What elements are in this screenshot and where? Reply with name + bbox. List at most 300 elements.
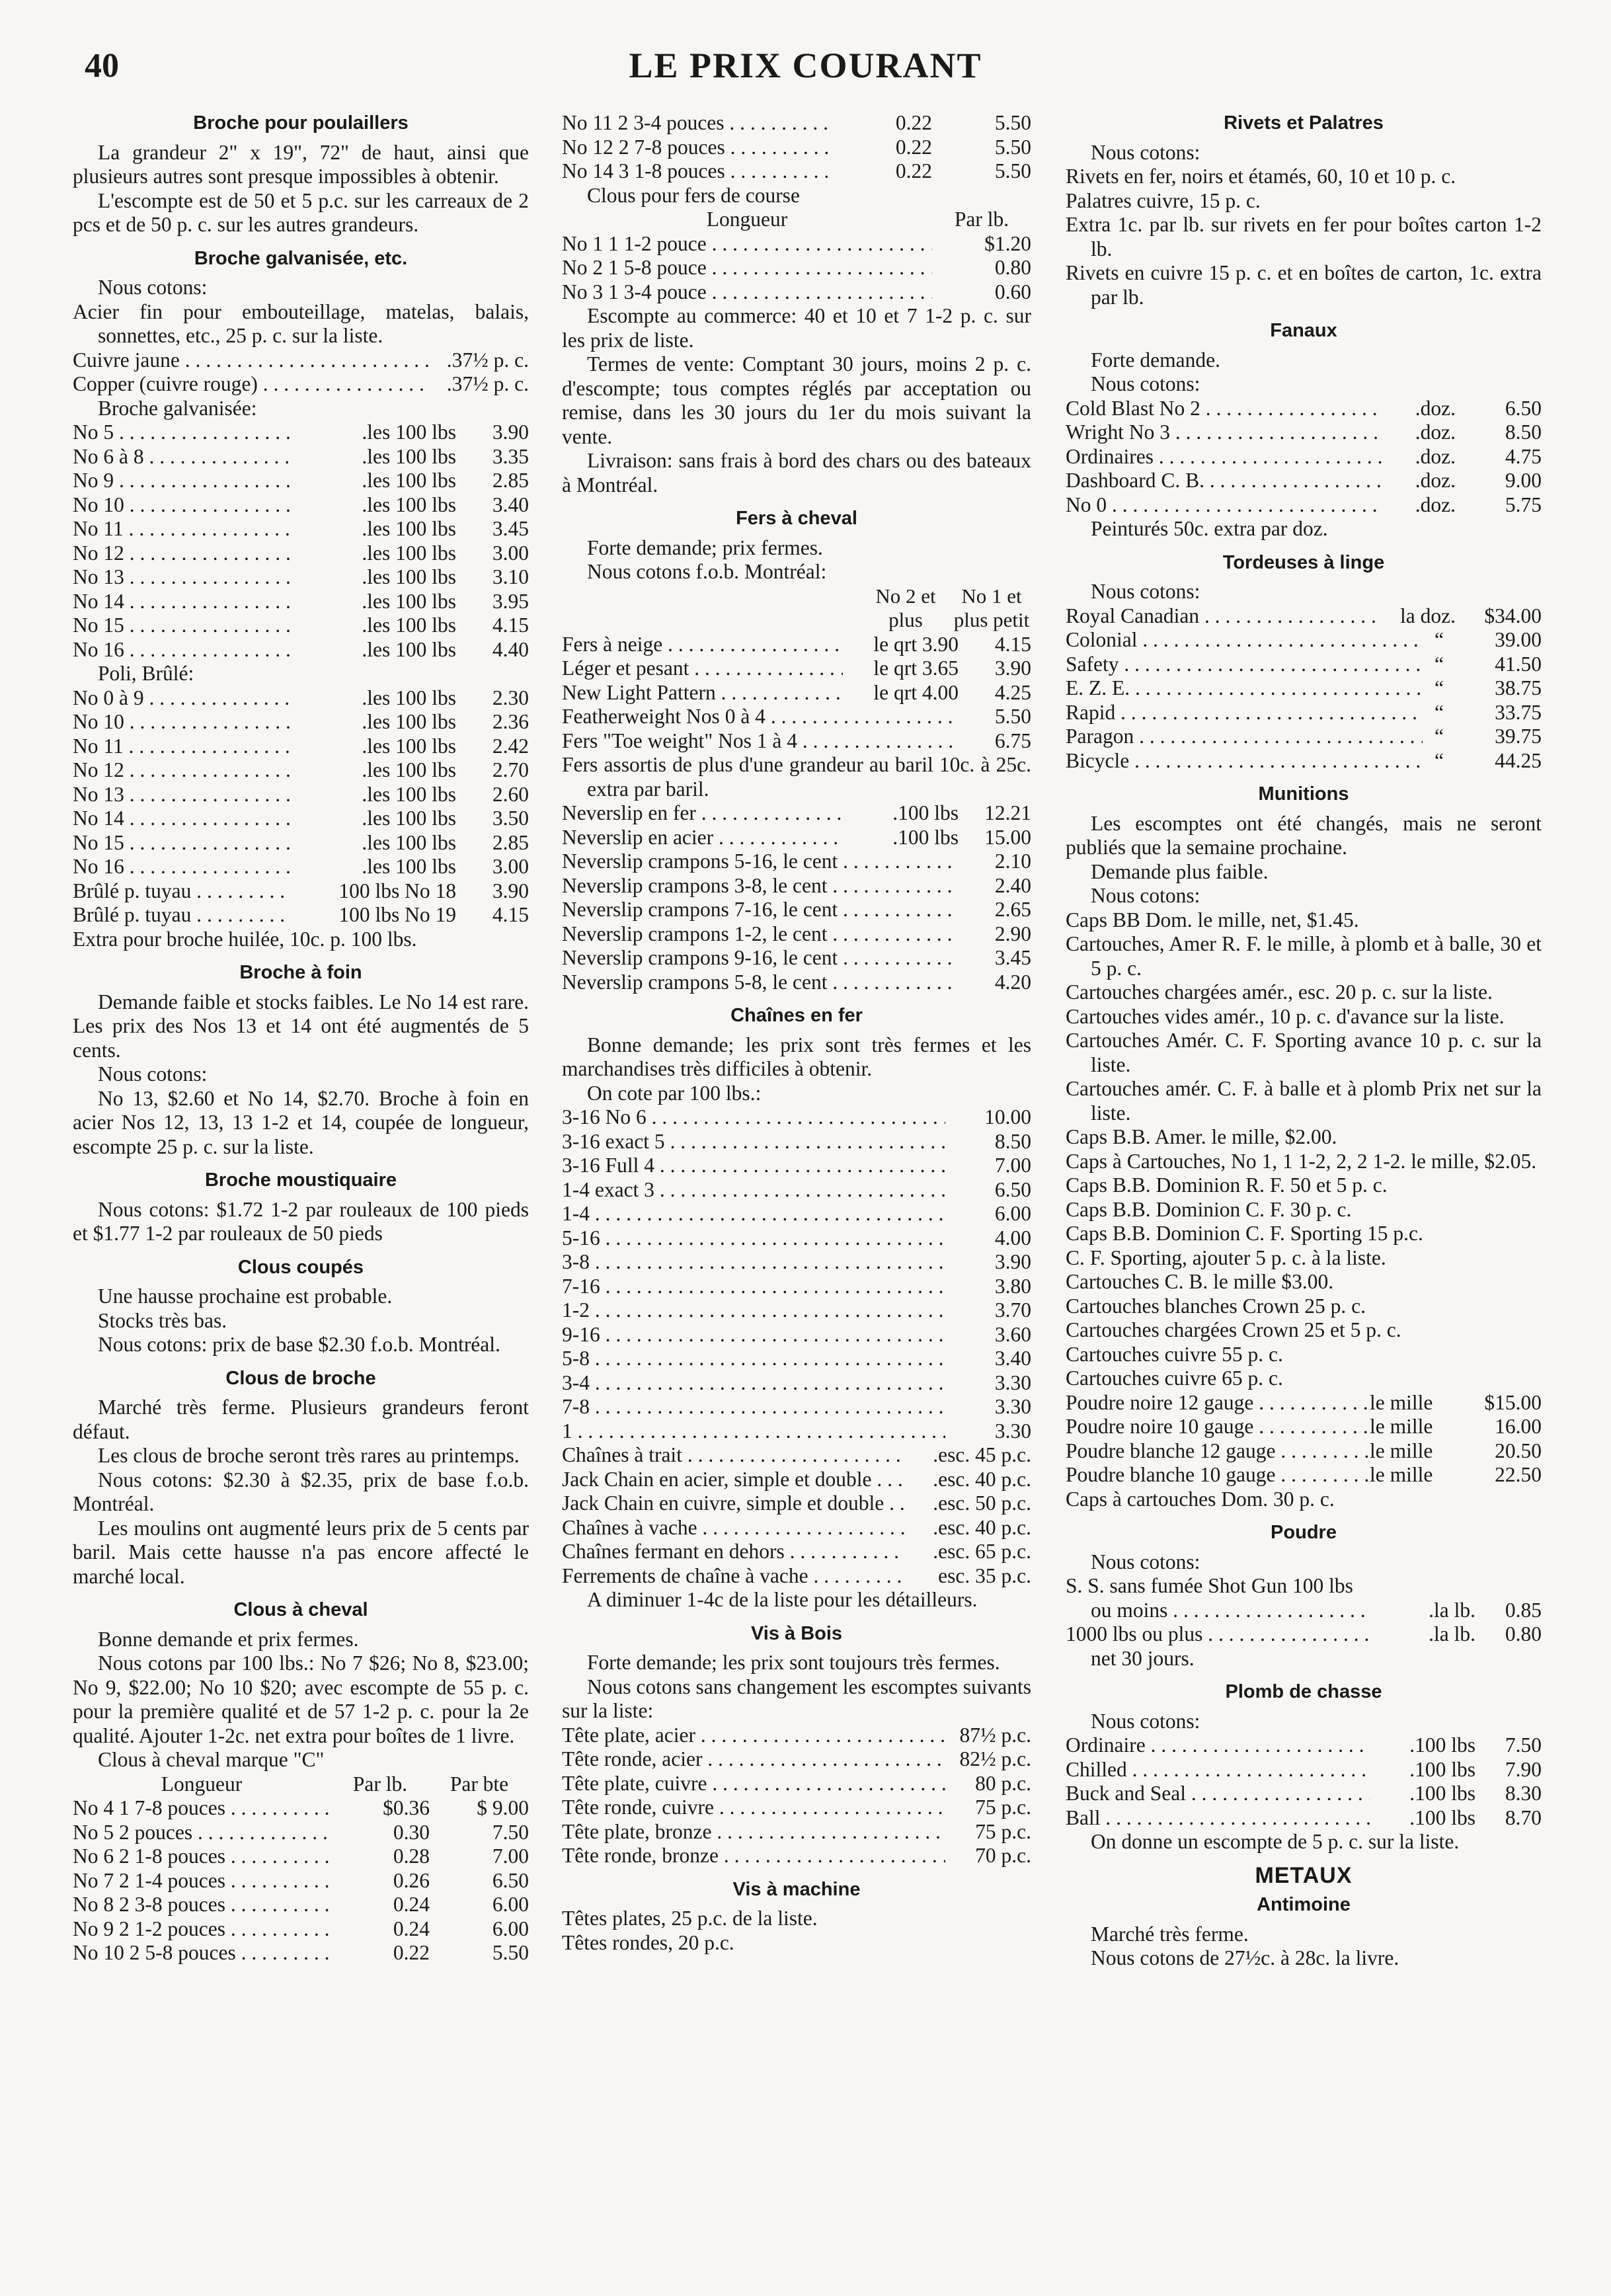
item-value: 5.50 — [994, 135, 1031, 159]
price-row — [562, 826, 1031, 850]
item-label: E. Z. E. . . . — [1066, 676, 1423, 701]
price-row — [73, 638, 529, 662]
item-value: 7.50 — [1505, 1733, 1542, 1757]
item-value: le qrt 3.65 — [873, 656, 959, 680]
item-label: No 11 . . . — [73, 734, 291, 759]
item-label: No 14 3 1-8 pouces . . . — [562, 159, 833, 184]
item-label: No 12 . . . — [73, 758, 291, 783]
section-title: Poudre — [1271, 1522, 1337, 1543]
price-list — [1066, 397, 1542, 518]
item-value: .esc. 40 p.c. — [933, 1467, 1031, 1491]
price-row — [1066, 445, 1542, 469]
paragraph: Caps B.B. Amer. le mille, $2.00. — [1066, 1125, 1337, 1148]
item-label: 5-16 . . . — [562, 1226, 945, 1251]
paragraph: Clous à cheval marque "C" — [98, 1748, 325, 1771]
price-row — [562, 111, 1031, 136]
item-value: 6.75 — [994, 729, 1031, 752]
paragraph: Demande faible et stocks faibles. Le No 14 est rare. Les prix des Nos 13 et 14 ont été augmentés de 5 cents. — [73, 990, 529, 1062]
paragraph: L'escompte est de 50 et 5 p.c. sur les carreaux de 2 pcs et de 50 p. c. sur les autres grandeurs. — [73, 188, 529, 236]
price-list — [562, 801, 1031, 994]
item-value: 4.15 — [492, 614, 529, 637]
item-label: Rapid . . . — [1066, 701, 1423, 725]
item-label: No 12 . . . — [73, 541, 291, 566]
item-label: Chaînes fermant en dehors . . . — [562, 1540, 906, 1564]
item-label: Neverslip crampons 3-8, le cent . . . — [562, 874, 959, 898]
item-value: 8.70 — [1505, 1805, 1542, 1829]
price-row — [562, 1250, 1031, 1275]
item-value: 3.45 — [994, 946, 1031, 969]
price-row — [73, 686, 529, 711]
paragraph: Marché très ferme. — [1091, 1922, 1249, 1946]
item-label: Ordinaires . . . — [1066, 445, 1383, 469]
item-value: 0.80 — [1505, 1622, 1542, 1645]
item-value: 6.50 — [1505, 396, 1542, 420]
item-label: No 11 2 3-4 pouces . . . — [562, 111, 833, 136]
price-row — [73, 469, 529, 493]
paragraph: La grandeur 2" x 19", 72" de haut, ainsi que plusieurs autres sont presque impossibles à obtenir. — [73, 140, 529, 188]
price-row — [562, 232, 1031, 257]
price-row — [562, 1154, 1031, 1178]
item-value: .100 lbs — [1409, 1757, 1475, 1781]
price-row — [73, 758, 529, 783]
item-value: “ — [1434, 748, 1444, 772]
price-row — [562, 1723, 1031, 1748]
section-title: Chaînes en fer — [730, 1005, 863, 1026]
price-row — [1066, 1782, 1542, 1806]
item-label: Safety . . . — [1066, 653, 1423, 677]
paragraph: Demande plus faible. — [1091, 859, 1269, 883]
paragraph: Nous cotons: — [1091, 580, 1200, 603]
paragraph: Cartouches vides amér., 10 p. c. d'avance sur la liste. — [1066, 1004, 1505, 1028]
item-value: 3.95 — [492, 589, 529, 613]
item-value: 0.24 — [393, 1917, 430, 1940]
item-value: 3.40 — [492, 493, 529, 516]
item-value: .100 lbs — [1409, 1733, 1475, 1757]
price-row — [562, 1540, 1031, 1564]
item-label: No 10 . . . — [73, 493, 291, 518]
item-value: le qrt 3.90 — [873, 632, 959, 656]
item-value: .les 100 lbs — [362, 589, 456, 613]
price-row — [73, 445, 529, 469]
item-value: .les 100 lbs — [362, 420, 456, 444]
item-label: No 9 . . . — [73, 469, 291, 493]
item-label: Colonial . . . — [1066, 628, 1423, 653]
item-label: No 12 2 7-8 pouces . . . — [562, 136, 833, 160]
price-row — [562, 1347, 1031, 1371]
item-label: 1-4 exact 3 . . . — [562, 1178, 945, 1203]
paragraph: Forte demande. — [1091, 348, 1220, 372]
paragraph: Extra pour broche huilée, 10c. p. 100 lbs. — [73, 927, 417, 951]
section-title: Plomb de chasse — [1225, 1681, 1382, 1702]
item-label: Copper (cuivre rouge) . . . — [73, 372, 430, 397]
item-value: 2.85 — [492, 469, 529, 492]
column-2 — [562, 111, 1031, 1955]
price-row — [562, 922, 1031, 947]
section-title: Tordeuses à linge — [1222, 551, 1385, 573]
item-value: $ 9.00 — [477, 1796, 529, 1819]
price-row — [562, 1202, 1031, 1226]
item-value: 8.50 — [1505, 420, 1542, 444]
item-value: 44.25 — [1495, 748, 1542, 772]
item-label: 9-16 . . . — [562, 1323, 945, 1347]
item-value: 4.20 — [994, 970, 1031, 994]
item-label: Ordinaire . . . — [1066, 1733, 1370, 1758]
item-label: Poudre blanche 10 gauge . . . — [1066, 1463, 1370, 1487]
item-value: 5.50 — [994, 705, 1031, 728]
paragraph: Marché très ferme. Plusieurs grandeurs feront défaut. — [73, 1396, 529, 1443]
price-row — [73, 372, 529, 397]
item-label: Neverslip crampons 9-16, le cent . . . — [562, 946, 959, 970]
item-value: 3.90 — [492, 879, 529, 902]
paragraph: No 13, $2.60 et No 14, $2.70. Broche à foin en acier Nos 12, 13, 13 1-2 et 14, coupée de longueur, escompte 25 p. c. sur la liste. — [73, 1086, 529, 1158]
price-row — [73, 831, 529, 855]
item-value: 4.15 — [994, 632, 1031, 656]
price-row — [73, 565, 529, 590]
paragraph: Stocks très bas. — [98, 1308, 227, 1332]
item-label: 1000 lbs ou plus . . . — [1066, 1622, 1370, 1647]
item-value: 0.22 — [393, 1941, 430, 1964]
item-value: le qrt 4.00 — [873, 680, 959, 704]
section-title: Clous à cheval — [233, 1599, 368, 1620]
column-1 — [73, 111, 529, 1965]
paragraph: Poli, Brûlé: — [98, 662, 194, 685]
item-value: $15.00 — [1484, 1390, 1542, 1414]
section-title: Broche moustiquaire — [204, 1169, 397, 1191]
price-row — [1066, 1439, 1542, 1464]
item-value: .doz. — [1415, 396, 1456, 420]
price-row — [562, 801, 1031, 826]
item-value: 2.40 — [994, 873, 1031, 897]
paragraph: Escompte au commerce: 40 et 10 et 7 1-2 p. c. sur les prix de liste. — [562, 304, 1031, 352]
item-value: .les 100 lbs — [362, 469, 456, 492]
item-label: No 13 . . . — [73, 783, 291, 807]
paragraph: Caps à Cartouches, No 1, 1 1-2, 2, 2 1-2. le mille, $2.05. — [1066, 1149, 1537, 1173]
item-value: le mille — [1370, 1390, 1433, 1414]
column-3 — [1066, 111, 1542, 1971]
price-row — [562, 1226, 1031, 1251]
item-value: 2.65 — [994, 898, 1031, 921]
price-row — [1066, 1733, 1542, 1758]
item-label: ou moins . . . — [1066, 1599, 1370, 1623]
item-value: .les 100 lbs — [362, 734, 456, 758]
item-label: No 9 2 1-2 pouces . . . — [73, 1917, 331, 1942]
item-value: 6.00 — [994, 1202, 1031, 1225]
item-value: 7.50 — [492, 1820, 529, 1844]
price-row — [73, 903, 529, 928]
item-label: No 6 2 1-8 pouces . . . — [73, 1844, 331, 1869]
item-label: No 5 . . . — [73, 420, 291, 445]
item-label: Tête ronde, bronze . . . — [562, 1844, 945, 1868]
item-label: Chaînes à vache . . . — [562, 1516, 906, 1540]
price-row — [562, 850, 1031, 874]
item-value: 7.90 — [1505, 1757, 1542, 1781]
price-row — [73, 517, 529, 541]
price-row — [73, 879, 529, 904]
paragraph: Fers assortis de plus d'une grandeur au baril 10c. à 25c. extra par baril. — [562, 753, 1031, 801]
item-value: 39.75 — [1495, 725, 1542, 748]
item-label: Cold Blast No 2 . . . — [1066, 397, 1383, 421]
item-label: No 14 . . . — [73, 590, 291, 614]
item-label: Featherweight Nos 0 à 4 . . . — [562, 705, 959, 729]
paragraph: Livraison: sans frais à bord des chars ou des bateaux à Montréal. — [562, 449, 1031, 496]
price-row — [562, 633, 1031, 657]
item-value: 2.85 — [492, 830, 529, 854]
paragraph: Les clous de broche seront très rares au printemps. — [98, 1444, 520, 1467]
item-label: No 6 à 8 . . . — [73, 445, 291, 469]
item-label: Fers "Toe weight" Nos 1 à 4 . . . — [562, 729, 959, 754]
item-value: 87½ p.c. — [959, 1723, 1031, 1747]
price-list — [1066, 1733, 1542, 1830]
item-label: Royal Canadian . . . — [1066, 604, 1376, 629]
price-row — [562, 1772, 1031, 1796]
item-value: 3.00 — [492, 541, 529, 565]
item-label: 1-4 . . . — [562, 1202, 945, 1226]
price-row — [73, 590, 529, 614]
paragraph: Nous cotons: — [1091, 884, 1200, 907]
paragraph: Cartouches amér. C. F. à balle et à plomb Prix net sur la liste. — [1066, 1077, 1542, 1125]
paragraph: Les moulins ont augmenté leurs prix de 5 cents par baril. Mais cette hausse n'a pas encore affecté le marché local. — [73, 1516, 529, 1588]
paragraph: Cartouches cuivre 55 p. c. — [1066, 1342, 1283, 1366]
item-value: 5.50 — [492, 1941, 529, 1964]
item-value: .les 100 lbs — [362, 637, 456, 661]
item-value: .les 100 lbs — [362, 758, 456, 781]
item-value: 3.10 — [492, 565, 529, 588]
price-list — [562, 111, 1031, 184]
price-row — [73, 614, 529, 638]
item-value: 0.22 — [895, 159, 932, 182]
price-row — [1066, 701, 1542, 725]
price-row — [73, 1941, 529, 1965]
price-row — [562, 1820, 1031, 1844]
item-value: 3.90 — [994, 656, 1031, 680]
item-value: 2.10 — [994, 850, 1031, 873]
table-header: Longueur Par lb. — [706, 208, 1009, 231]
item-label: 7-16 . . . — [562, 1275, 945, 1299]
item-label: 3-8 . . . — [562, 1250, 945, 1275]
section-title: Rivets et Palatres — [1224, 112, 1384, 134]
item-value: .100 lbs — [892, 801, 959, 824]
item-value: 3.90 — [492, 420, 529, 444]
price-list — [562, 232, 1031, 305]
item-label: Paragon . . . — [1066, 725, 1423, 749]
price-row — [1066, 1622, 1542, 1647]
item-label: Neverslip crampons 1-2, le cent . . . — [562, 922, 959, 947]
item-value: esc. 35 p.c. — [938, 1564, 1031, 1587]
price-row — [73, 1844, 529, 1869]
item-value: .doz. — [1415, 444, 1456, 468]
item-value: “ — [1434, 700, 1444, 724]
item-label: Brûlé p. tuyau . . . — [73, 879, 291, 904]
paragraph: Nous cotons: — [1091, 140, 1200, 164]
item-value: 2.36 — [492, 710, 529, 733]
price-row — [73, 420, 529, 445]
item-value: 7.00 — [994, 1154, 1031, 1177]
item-value: 22.50 — [1495, 1463, 1542, 1486]
item-value: 0.24 — [393, 1893, 430, 1916]
paragraph: Caps B.B. Dominion C. F. 30 p. c. — [1066, 1197, 1352, 1221]
paragraph: Bonne demande; les prix sont très fermes et les marchandises très difficiles à obtenir. — [562, 1033, 1031, 1080]
paragraph: Clous pour fers de course — [587, 183, 800, 207]
item-label: Neverslip crampons 7-16, le cent . . . — [562, 898, 959, 922]
price-row — [73, 1821, 529, 1845]
item-value: 12.21 — [984, 801, 1031, 824]
item-label: No 7 2 1-4 pouces . . . — [73, 1869, 331, 1893]
item-value: 0.22 — [895, 135, 932, 159]
price-row — [562, 1564, 1031, 1589]
paragraph: Nous cotons: $1.72 1-2 par rouleaux de 100 pieds et $1.77 1-2 par rouleaux de 50 pieds — [73, 1197, 529, 1245]
item-label: Buck and Seal . . . — [1066, 1782, 1370, 1806]
item-value: 10.00 — [984, 1105, 1031, 1128]
price-row — [73, 348, 529, 373]
paragraph: Nous cotons: prix de base $2.30 f.o.b. Montréal. — [98, 1333, 500, 1356]
item-label: No 5 2 pouces . . . — [73, 1821, 331, 1845]
price-row — [1066, 1391, 1542, 1415]
price-row — [73, 1796, 529, 1821]
item-value: .les 100 lbs — [362, 855, 456, 878]
item-value: .les 100 lbs — [362, 782, 456, 806]
price-row — [562, 970, 1031, 995]
item-label: Chilled . . . — [1066, 1758, 1370, 1782]
price-row — [562, 1178, 1031, 1203]
price-row — [1066, 725, 1542, 749]
item-label: 5-8 . . . — [562, 1347, 945, 1371]
price-row — [562, 656, 1031, 681]
section-title: Fers à cheval — [736, 508, 857, 529]
paragraph: Forte demande; prix fermes. — [587, 535, 823, 559]
item-value: 100 lbs No 19 — [338, 903, 456, 926]
item-label: Tête plate, cuivre . . . — [562, 1772, 945, 1796]
section-title: Broche à foin — [239, 962, 362, 983]
paragraph: On cote par 100 lbs.: — [587, 1081, 762, 1105]
item-value: .la lb. — [1429, 1598, 1475, 1622]
price-row — [1066, 749, 1542, 773]
price-row — [562, 1105, 1031, 1130]
item-value: 2.70 — [492, 758, 529, 781]
price-row — [562, 681, 1031, 705]
price-row — [1066, 628, 1542, 653]
price-row — [1066, 653, 1542, 677]
price-list — [562, 1443, 1031, 1588]
item-value: .les 100 lbs — [362, 444, 456, 468]
item-label: Léger et pesant . . . — [562, 656, 843, 681]
paragraph: A diminuer 1-4c de la liste pour les détailleurs. — [587, 1588, 978, 1611]
item-value: 2.42 — [492, 734, 529, 758]
item-value: .100 lbs — [892, 825, 959, 849]
paragraph: Nous cotons de 27½c. à 28c. la livre. — [1091, 1946, 1399, 1969]
item-label: 7-8 . . . — [562, 1395, 945, 1419]
item-value: 8.50 — [994, 1129, 1031, 1153]
item-label: 3-4 . . . — [562, 1371, 945, 1396]
price-row — [562, 1747, 1031, 1772]
item-label: No 0 . . . — [1066, 493, 1383, 518]
price-row — [562, 1796, 1031, 1820]
paragraph: Cartouches cuivre 65 p. c. — [1066, 1366, 1283, 1390]
paragraph: Cartouches C. B. le mille $3.00. — [1066, 1270, 1334, 1293]
item-value: “ — [1434, 676, 1444, 699]
item-label: New Light Pattern . . . — [562, 681, 843, 705]
item-value: .les 100 lbs — [362, 517, 456, 540]
paragraph: Palatres cuivre, 15 p. c. — [1066, 188, 1261, 212]
item-value: 2.90 — [994, 922, 1031, 945]
item-value: .100 lbs — [1409, 1805, 1475, 1829]
section-title: Fanaux — [1270, 320, 1337, 341]
price-row — [1066, 1599, 1542, 1623]
item-label: No 3 1 3-4 pouce . . . — [562, 280, 932, 305]
item-label: No 16 . . . — [73, 638, 291, 662]
item-label: No 11 . . . — [73, 517, 291, 541]
paragraph: Broche galvanisée: — [98, 396, 257, 420]
section-title: Clous coupés — [237, 1256, 364, 1278]
item-value: .les 100 lbs — [362, 565, 456, 588]
item-value: 2.30 — [492, 686, 529, 709]
price-row — [562, 159, 1031, 184]
paragraph: Nous cotons: — [1091, 372, 1200, 395]
item-label: 3-16 exact 5 . . . — [562, 1130, 945, 1154]
paragraph: Rivets en fer, noirs et étamés, 60, 10 et 10 p. c. — [1066, 165, 1456, 188]
page-number: 40 — [85, 47, 119, 85]
item-value: 70 p.c. — [975, 1844, 1031, 1867]
item-label: No 8 2 3-8 pouces . . . — [73, 1893, 331, 1917]
paragraph: Nous cotons: — [1091, 1709, 1200, 1733]
item-label: 3-16 Full 4 . . . — [562, 1154, 945, 1178]
price-row — [562, 1323, 1031, 1347]
item-value: 16.00 — [1495, 1415, 1542, 1438]
price-row — [562, 1844, 1031, 1868]
item-value: 5.50 — [994, 159, 1031, 182]
item-value: 5.75 — [1505, 493, 1542, 516]
item-value: 3.45 — [492, 517, 529, 540]
item-value: 4.40 — [492, 637, 529, 661]
price-row — [73, 1917, 529, 1942]
paragraph: Nous cotons: — [98, 1062, 208, 1086]
price-row — [73, 783, 529, 807]
price-list — [1066, 1391, 1542, 1487]
item-value: .37½ p. c. — [446, 372, 529, 395]
paragraph: Acier fin pour embouteillage, matelas, balais, sonnettes, etc., 25 p. c. sur la liste. — [73, 299, 529, 347]
item-value: 2.60 — [492, 782, 529, 806]
price-row — [562, 1468, 1031, 1492]
item-label: No 14 . . . — [73, 807, 291, 831]
item-label: Ball . . . — [1066, 1806, 1370, 1831]
item-value: 6.00 — [492, 1917, 529, 1940]
item-value: 6.00 — [492, 1893, 529, 1916]
item-value: “ — [1434, 725, 1444, 748]
paragraph: Nous cotons par 100 lbs.: No 7 $26; No 8, $23.00; No 9, $22.00; No 10 $20; avec escompte de 55 p. c. pour la première qualité et de 57 1-2 p. c. pour la 2e qualité. Ajouter 1-2c. net extra pour boîtes de 1 livre. — [73, 1651, 529, 1747]
item-label: 1 . . . — [562, 1419, 945, 1444]
paragraph: Caps à cartouches Dom. 30 p. c. — [1066, 1487, 1335, 1511]
section-title: METAUX — [1255, 1862, 1353, 1888]
section-title: Broche galvanisée, etc. — [194, 247, 408, 269]
paragraph: Rivets en cuivre 15 p. c. et en boîtes de carton, 1c. extra par lb. — [1066, 261, 1542, 309]
paragraph: S. S. sans fumée Shot Gun 100 lbs — [1066, 1574, 1353, 1597]
paragraph: Têtes rondes, 20 p.c. — [562, 1930, 734, 1954]
item-value: 3.90 — [994, 1250, 1031, 1273]
item-value: la doz. — [1400, 604, 1456, 627]
item-label: Tête plate, acier . . . — [562, 1723, 945, 1748]
price-row — [1066, 420, 1542, 445]
paragraph: Les escomptes ont été changés, mais ne seront publiés que la semaine prochaine. — [1066, 811, 1542, 859]
paragraph: Une hausse prochaine est probable. — [98, 1285, 393, 1308]
item-label: Neverslip en acier . . . — [562, 826, 843, 850]
item-value: 3.35 — [492, 444, 529, 468]
item-value: “ — [1434, 628, 1444, 651]
price-row — [562, 1419, 1031, 1444]
price-list — [562, 633, 1031, 754]
page-header — [0, 40, 1611, 93]
paragraph: Caps BB Dom. le mille, net, $1.45. — [1066, 908, 1359, 931]
price-row — [1066, 1415, 1542, 1439]
item-value: .esc. 45 p.c. — [933, 1443, 1031, 1466]
